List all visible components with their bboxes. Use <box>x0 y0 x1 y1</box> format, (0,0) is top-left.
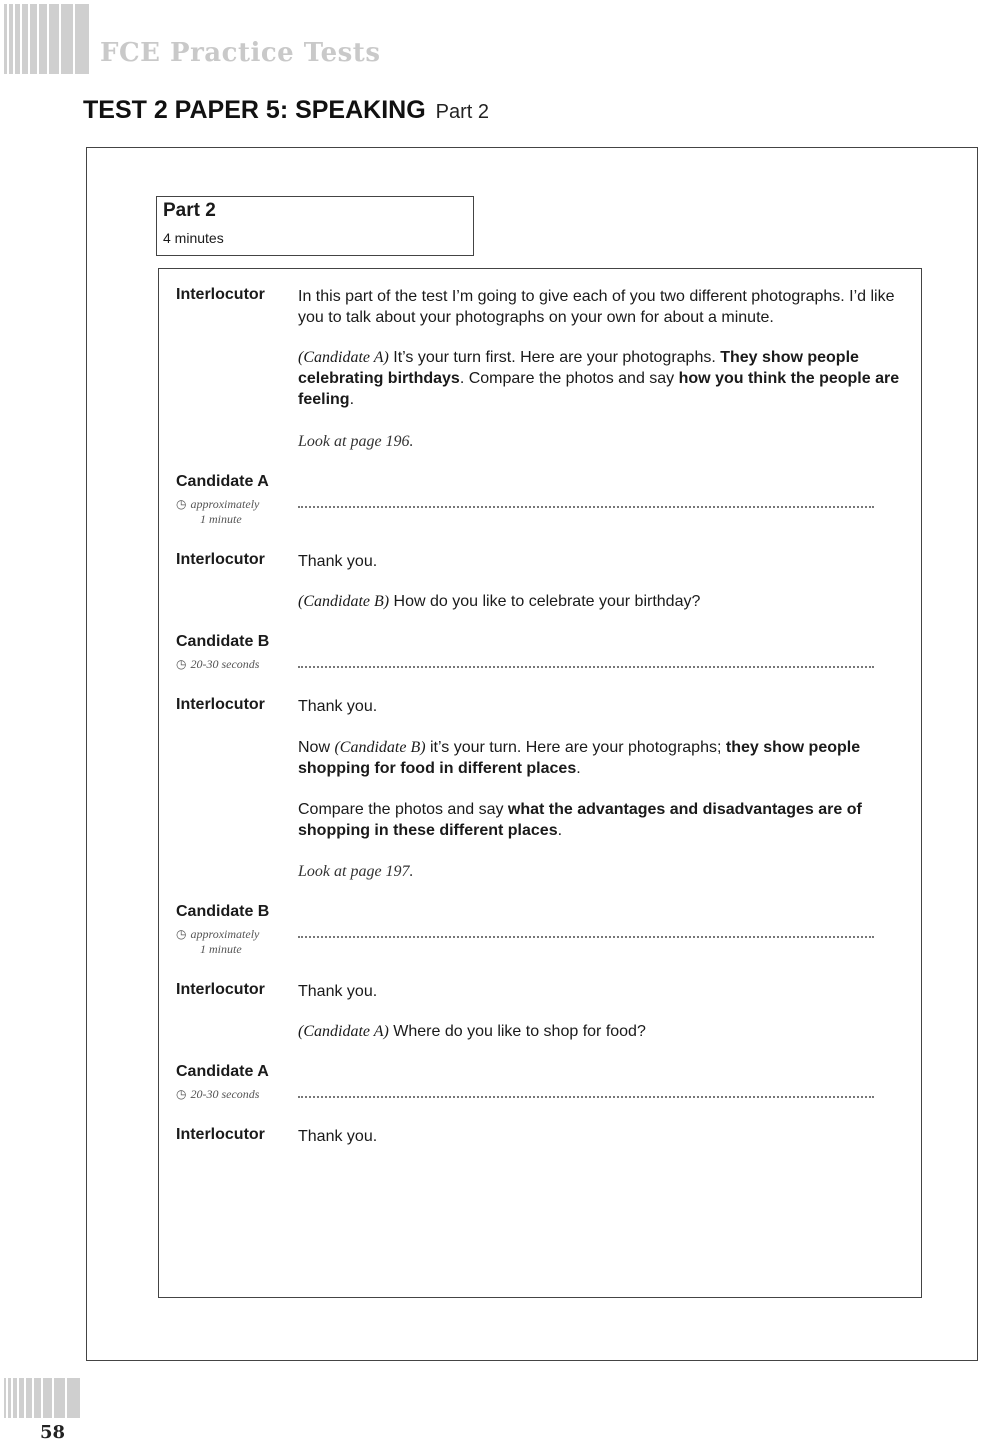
part-box <box>156 196 474 256</box>
timing-note: ◷ approximately 1 minute <box>176 497 260 526</box>
page-reference: Look at page 197. <box>298 863 414 880</box>
response-line <box>298 1096 874 1098</box>
thank-you-text: Thank you. <box>298 1128 378 1145</box>
speaker-label: Interlocutor <box>176 551 265 568</box>
candidate-cue: (Candidate B) <box>334 739 426 756</box>
candidate-cue: (Candidate A) <box>298 349 389 366</box>
speaker-label: Interlocutor <box>176 981 265 998</box>
timing-note: ◷ 20-30 seconds <box>176 657 260 671</box>
instruction-paragraph: Compare the photos and say what the advantages and disadvantages are of shopping in these different places. <box>298 801 862 839</box>
page-title <box>83 96 489 125</box>
clock-icon: ◷ <box>176 1087 187 1101</box>
candidate-cue: (Candidate B) <box>298 593 390 610</box>
clock-icon: ◷ <box>176 657 187 671</box>
instruction-paragraph: (Candidate A) It’s your turn first. Here are your photographs. They show people celebrating birthdays. Compare the photos and say how you think the people are feeling. <box>298 349 900 408</box>
speaker-label: Candidate A <box>176 473 269 490</box>
candidate-cue: (Candidate A) <box>298 1023 389 1040</box>
page-title-part: Part 2 <box>435 101 490 123</box>
response-line <box>298 666 874 668</box>
footer-decoration-bars <box>4 1378 80 1418</box>
speaker-label: Interlocutor <box>176 696 265 713</box>
clock-icon: ◷ <box>176 927 187 941</box>
question-text: (Candidate A) Where do you like to shop for food? <box>298 1023 646 1040</box>
page-title-main: TEST 2 PAPER 5: SPEAKING <box>83 96 426 124</box>
speaker-label: Candidate B <box>176 633 270 650</box>
thank-you-text: Thank you. <box>298 553 378 570</box>
instruction-paragraph: Now (Candidate B) it’s your turn. Here are your photographs; they show people shopping for food in different places. <box>298 739 861 777</box>
instruction-paragraph: In this part of the test I’m going to give each of you two different photographs. I’d like you to talk about your photographs on your own for about a minute. <box>298 288 895 326</box>
speaker-label: Candidate B <box>176 903 270 920</box>
question-text: (Candidate B) How do you like to celebrate your birthday? <box>298 593 701 610</box>
speaker-label: Candidate A <box>176 1063 269 1080</box>
page-reference: Look at page 196. <box>298 433 414 450</box>
thank-you-text: Thank you. <box>298 983 378 1000</box>
brand-title: FCE Practice Tests <box>100 38 381 68</box>
response-line <box>298 936 874 938</box>
part-box-title: Part 2 <box>163 200 216 221</box>
response-line <box>298 506 874 508</box>
thank-you-text: Thank you. <box>298 698 378 715</box>
speaker-label: Interlocutor <box>176 1126 265 1143</box>
timing-note: ◷ approximately 1 minute <box>176 927 260 956</box>
timing-note: ◷ 20-30 seconds <box>176 1087 260 1101</box>
clock-icon: ◷ <box>176 497 187 511</box>
page-number: 58 <box>40 1422 66 1443</box>
part-box-duration: 4 minutes <box>163 230 224 246</box>
speaker-label: Interlocutor <box>176 286 265 303</box>
header-decoration-bars <box>4 4 89 74</box>
